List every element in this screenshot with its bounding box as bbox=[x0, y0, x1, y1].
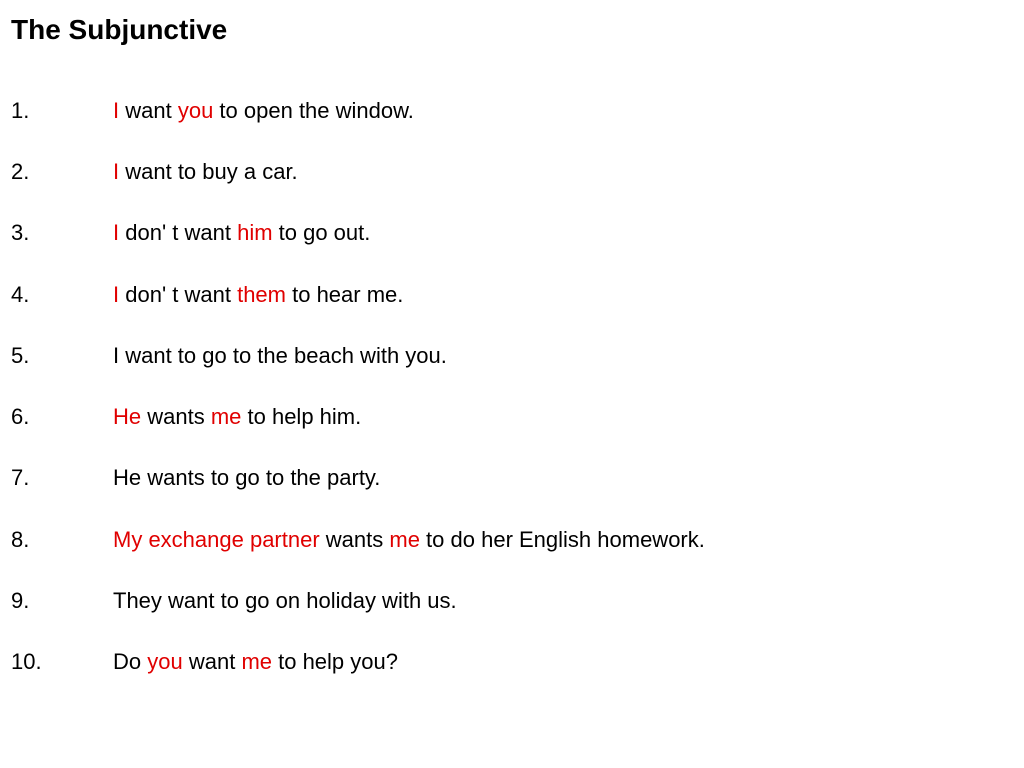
highlighted-word: you bbox=[147, 649, 183, 675]
item-sentence bbox=[113, 404, 361, 430]
sentence-text: wants bbox=[319, 526, 390, 552]
sentence-text: don' t want bbox=[119, 281, 238, 307]
list-item bbox=[11, 80, 1011, 141]
item-number: 4. bbox=[11, 281, 30, 307]
sentence-text: to go out. bbox=[272, 220, 371, 246]
list-item bbox=[11, 203, 1011, 264]
sentence-text: He wants to go to the party. bbox=[113, 465, 381, 491]
sentence-text: to help him. bbox=[241, 404, 362, 430]
list-item bbox=[11, 141, 1011, 202]
sentence-text: wants bbox=[141, 404, 211, 430]
highlighted-word: I bbox=[113, 281, 120, 307]
highlighted-word: you bbox=[177, 97, 214, 123]
slide-title: The Subjunctive bbox=[11, 14, 228, 45]
sentence-text: want to buy a car. bbox=[119, 158, 298, 184]
item-number: 9. bbox=[11, 588, 30, 614]
sentence-text: don' t want bbox=[119, 220, 238, 246]
highlighted-word: I bbox=[113, 158, 120, 184]
item-sentence bbox=[113, 649, 398, 675]
item-sentence bbox=[113, 343, 447, 369]
sentence-text: to do her English homework. bbox=[419, 526, 705, 552]
sentence-text: want bbox=[119, 97, 178, 123]
item-number: 5. bbox=[11, 342, 30, 368]
item-number: 7. bbox=[11, 465, 30, 491]
list-item bbox=[11, 325, 1011, 386]
list-item bbox=[11, 632, 1011, 693]
item-sentence bbox=[113, 98, 414, 124]
list-item bbox=[11, 570, 1011, 631]
item-number: 10. bbox=[11, 649, 42, 675]
list-item bbox=[11, 264, 1011, 325]
sentence-text: want bbox=[182, 649, 242, 675]
item-number: 3. bbox=[11, 220, 30, 246]
item-sentence bbox=[113, 465, 380, 491]
item-sentence bbox=[113, 159, 298, 185]
sentence-list bbox=[11, 80, 1011, 693]
sentence-text: They want to go on holiday with us. bbox=[113, 588, 457, 614]
item-number: 6. bbox=[11, 404, 30, 430]
item-sentence bbox=[113, 282, 403, 308]
item-sentence bbox=[113, 220, 370, 246]
sentence-text: Do bbox=[113, 649, 148, 675]
item-number: 2. bbox=[11, 158, 30, 184]
highlighted-word: them bbox=[237, 281, 286, 307]
highlighted-word: me bbox=[210, 404, 242, 430]
list-item bbox=[11, 448, 1011, 509]
sentence-text: to hear me. bbox=[286, 281, 404, 307]
highlighted-word: me bbox=[389, 526, 420, 552]
highlighted-word: me bbox=[241, 649, 272, 675]
highlighted-word: him bbox=[237, 220, 273, 246]
item-number: 8. bbox=[11, 526, 30, 552]
list-item bbox=[11, 386, 1011, 447]
item-number: 1. bbox=[11, 97, 30, 123]
list-item bbox=[11, 509, 1011, 570]
highlighted-word: My exchange partner bbox=[113, 526, 320, 552]
item-sentence bbox=[113, 588, 457, 614]
highlighted-word: He bbox=[113, 404, 142, 430]
sentence-text: to open the window. bbox=[213, 97, 414, 123]
sentence-text: to help you? bbox=[272, 649, 398, 675]
sentence-text: I want to go to the beach with you. bbox=[113, 342, 447, 368]
item-sentence bbox=[113, 527, 705, 553]
highlighted-word: I bbox=[113, 220, 120, 246]
highlighted-word: I bbox=[113, 97, 120, 123]
